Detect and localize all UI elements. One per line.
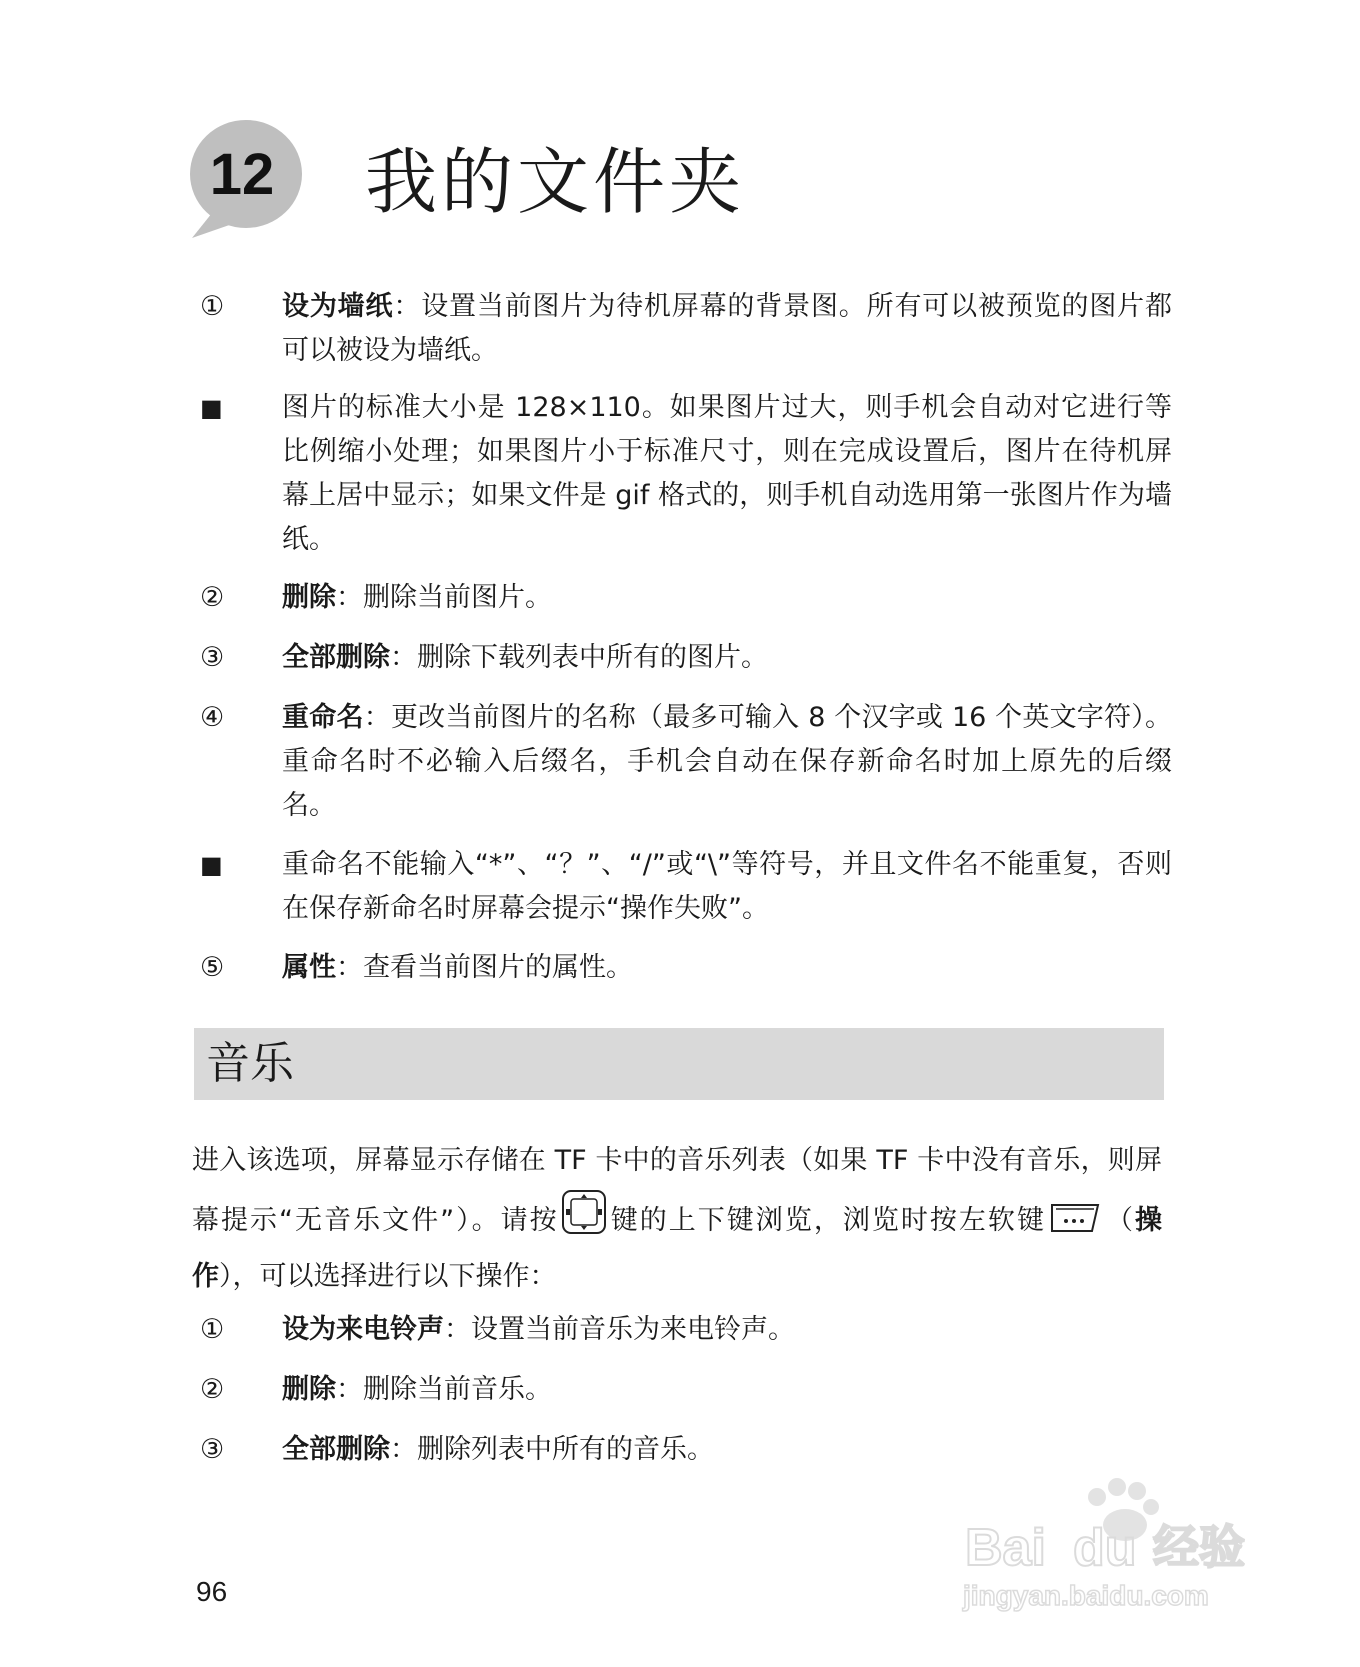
chapter-title: 我的文件夹 — [365, 140, 746, 224]
item-text: 删除当前图片。 — [363, 582, 552, 613]
item-text: 图片的标准大小是 128×110。如果图片过大，则手机会自动对它进行等比例缩小处理；如果图片小于标准尺寸，则在完成设置后，图片在待机屏幕上居中显示；如果文件是 gif 格式的，则手机自动选用第一张图片作为墙纸。 — [282, 392, 1172, 555]
item-marker: ④ — [200, 702, 225, 733]
watermark-brand: Bai — [965, 1519, 1046, 1577]
page-number: 96 — [196, 1576, 228, 1607]
bullet-square-icon: ■ — [200, 851, 223, 879]
item-term: 删除 — [282, 1374, 336, 1405]
item-marker: ② — [200, 1374, 225, 1405]
watermark-url: jingyan.baidu.com — [963, 1580, 1209, 1611]
intro-paragraph: 进入该选项，屏幕显示存储在 TF 卡中的音乐列表（如果 TF 卡中没有音乐，则屏幕提示“无音乐文件”）。请按 键的上下键浏览，浏览时按左软键 （操作），可以选择进行以下操作： — [192, 1145, 1163, 1292]
item-term: 全部删除 — [282, 642, 390, 673]
item-text: 查看当前图片的属性。 — [363, 952, 633, 983]
item-text: 设置当前图片为待机屏幕的背景图。所有可以被预览的图片都可以被设为墙纸。 — [282, 291, 1173, 366]
item-text: 重命名不能输入“*”、“？”、“/”或“\”等符号，并且文件名不能重复，否则在保存新命名时屏幕会提示“操作失败”。 — [282, 849, 1172, 924]
item-text: 删除列表中所有的音乐。 — [417, 1434, 714, 1465]
item-text: 设置当前音乐为来电铃声。 — [471, 1314, 795, 1345]
chapter-number: 12 — [209, 142, 275, 207]
navigation-key-icon — [561, 1189, 607, 1235]
watermark-cn: 经验 — [1153, 1520, 1245, 1574]
item-term: 重命名 — [282, 702, 364, 733]
item-term: 删除 — [282, 582, 336, 613]
baidu-jingyan-watermark — [955, 1465, 1275, 1615]
chapter-number-badge — [186, 118, 306, 238]
item-text: 更改当前图片的名称（最多可输入 8 个汉字或 16 个英文字符）。重命名时不必输入后缀名，手机会自动在保存新命名时加上原先的后缀名。 — [282, 702, 1173, 821]
watermark-brand2: du — [1073, 1519, 1137, 1577]
section-header — [194, 1028, 1164, 1100]
item-marker: ① — [200, 1314, 225, 1345]
left-soft-key-icon — [1048, 1201, 1102, 1235]
item-marker: ③ — [200, 1434, 225, 1465]
item-text: 删除下载列表中所有的图片。 — [417, 642, 768, 673]
section-title: 音乐 — [206, 1038, 294, 1089]
item-term: 设为来电铃声 — [282, 1314, 444, 1345]
item-term: 属性 — [282, 952, 336, 983]
item-marker: ③ — [200, 642, 225, 673]
bullet-square-icon: ■ — [200, 394, 223, 422]
item-marker: ⑤ — [200, 952, 225, 983]
item-text: 删除当前音乐。 — [363, 1374, 552, 1405]
item-term: 设为墙纸 — [282, 291, 394, 322]
item-term: 全部删除 — [282, 1434, 390, 1465]
item-marker: ② — [200, 582, 225, 613]
item-marker: ① — [200, 291, 225, 322]
